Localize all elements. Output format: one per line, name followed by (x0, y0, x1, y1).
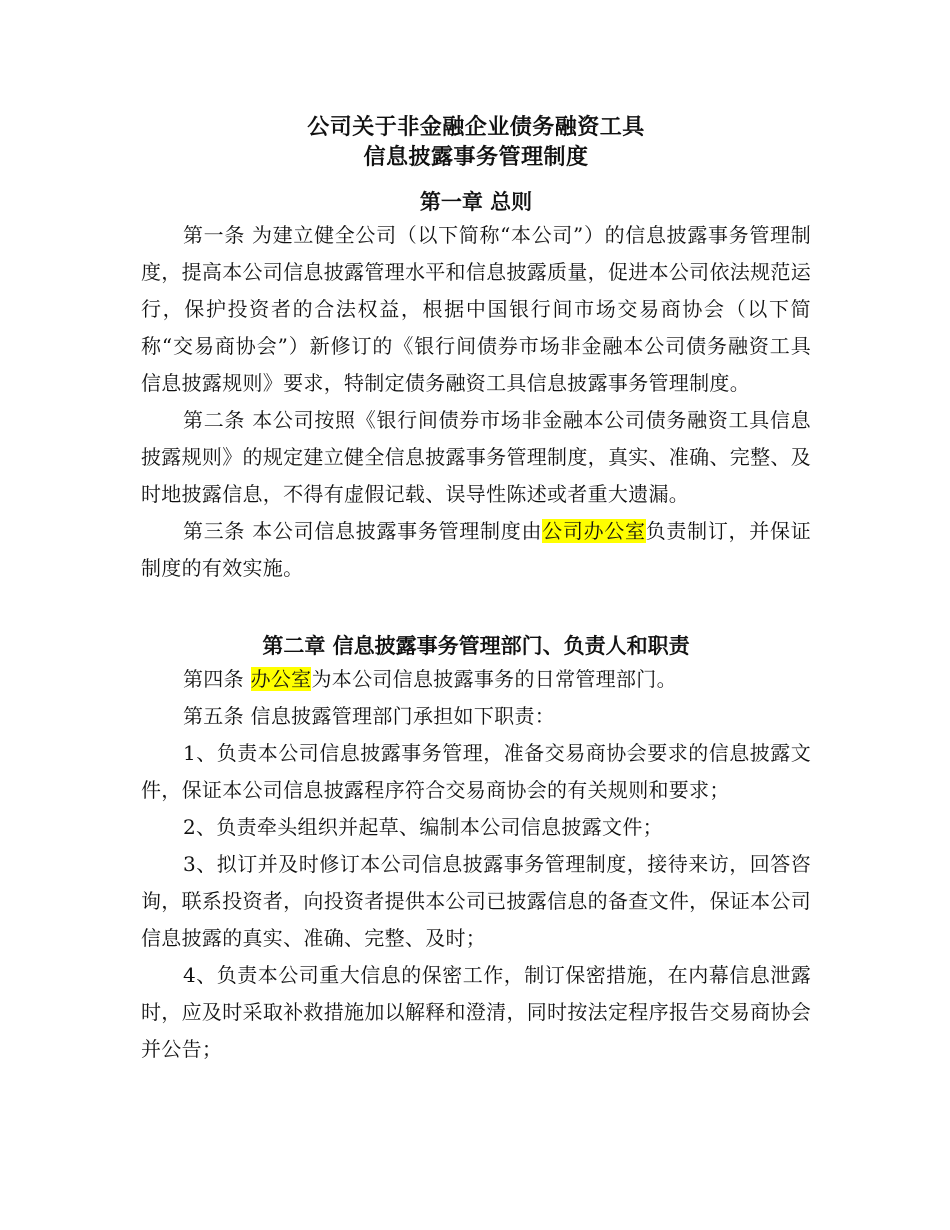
article-5: 第五条 信息披露管理部门承担如下职责： (183, 704, 556, 728)
chapter2-heading: 第二章 信息披露事务管理部门、负责人和职责 (262, 633, 690, 658)
article-4 (141, 661, 811, 698)
article-4-highlight: 办公室 (250, 667, 312, 691)
document-title-line1: 公司关于非金融企业债务融资工具 (307, 114, 645, 140)
article-3-highlight: 公司办公室 (542, 519, 646, 543)
duty-item-1: 1、负责本公司信息披露事务管理，准备交易商协会要求的信息披露文件，保证本公司信息披露程序符合交易商协会的有关规则和要求； (141, 741, 811, 802)
duty-item-3: 3、拟订并及时修订本公司信息披露事务管理制度，接待来访，回答咨询，联系投资者，向投资者提供本公司已披露信息的备查文件，保证本公司信息披露的真实、准确、完整、及时； (141, 852, 811, 950)
document-title-line2: 信息披露事务管理制度 (363, 144, 589, 170)
duty-item-2: 2、负责牵头组织并起草、编制本公司信息披露文件； (183, 815, 663, 839)
article-1: 第一条 为建立健全公司（以下简称“本公司”）的信息披露事务管理制度，提高本公司信息披露管理水平和信息披露质量，促进本公司依法规范运行，保护投资者的合法权益，根据中国银行间市场交易商协会（以下简称“交易商协会”）新修订的《银行间债券市场非金融本公司债务融资工具信息披露规则》要求，特制定债务融资工具信息披露事务管理制度。 (141, 223, 811, 395)
article-3-text-after: 负责制订，并保证制度的有效实施。 (141, 519, 811, 580)
article-3-text-before: 第三条 本公司信息披露事务管理制度由 (183, 519, 543, 543)
article-3 (141, 513, 811, 587)
article-2: 第二条 本公司按照《银行间债券市场非金融本公司债务融资工具信息披露规则》的规定建立健全信息披露事务管理制度，真实、准确、完整、及时地披露信息，不得有虚假记载、误导性陈述或者重大遗漏。 (141, 408, 811, 506)
duty-item-4: 4、负责本公司重大信息的保密工作，制订保密措施，在内幕信息泄露时，应及时采取补救措施加以解释和澄清，同时按法定程序报告交易商协会并公告； (141, 963, 811, 1061)
article-4-text-after: 为本公司信息披露事务的日常管理部门。 (311, 667, 677, 691)
chapter1-heading: 第一章 总则 (419, 189, 533, 214)
article-4-text-before: 第四条 (183, 667, 251, 691)
document-page (141, 112, 811, 1068)
